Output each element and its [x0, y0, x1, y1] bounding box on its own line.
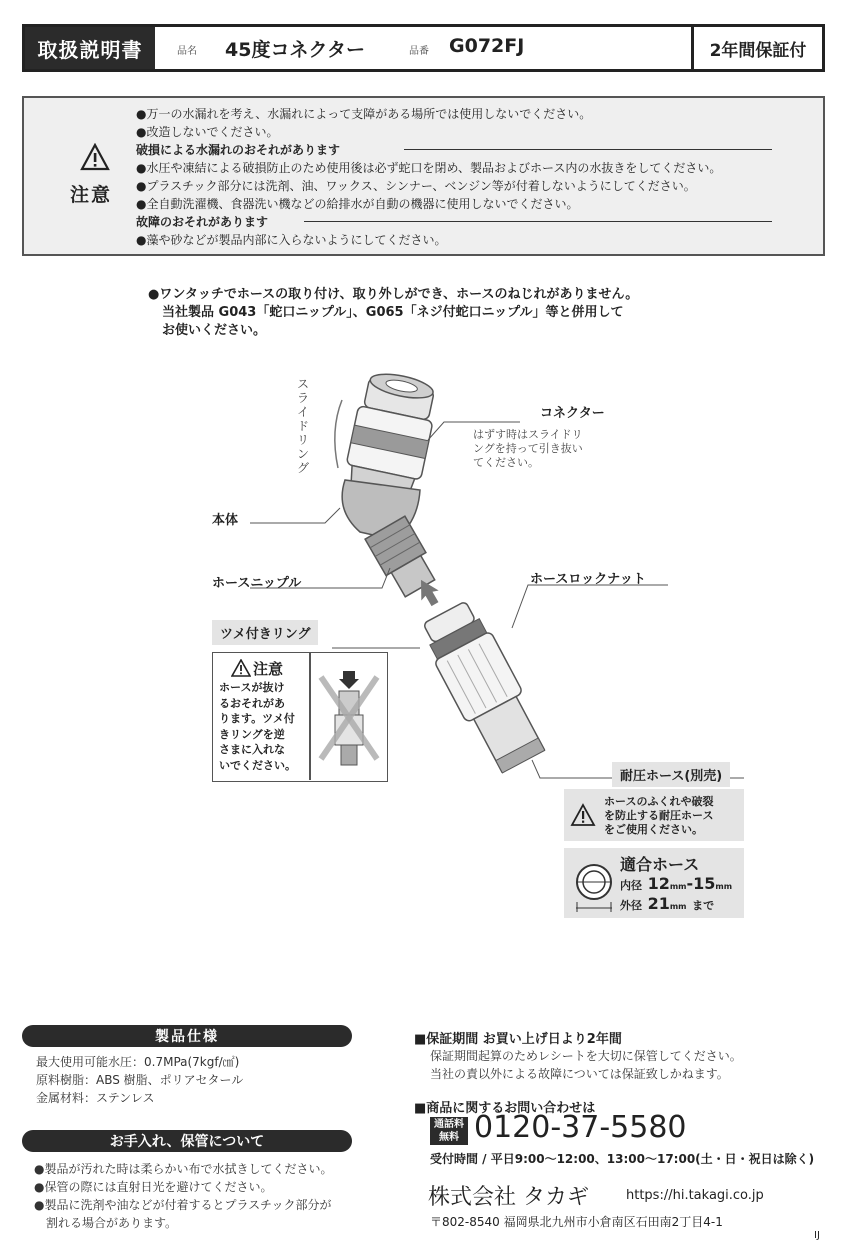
spec-line: 金属材料：ステンレス	[36, 1091, 155, 1105]
intro-line: ●ワンタッチでホースの取り付け、取り外しができ、ホースのねじれがありません。	[148, 287, 639, 302]
caution-title: 注意	[70, 184, 113, 206]
compatible-hose-title: 適合ホース	[620, 855, 700, 874]
company-url[interactable]: https://hi.takagi.co.jp	[626, 1188, 764, 1203]
manual-badge: 取扱説明書	[25, 27, 155, 69]
hose-nipple-label: ホースニップル	[212, 576, 302, 591]
intro-line: お使いください。	[162, 323, 267, 338]
warranty-line: 保証期間起算のためレシートを大切に保管してください。	[430, 1049, 742, 1063]
product-name-label: 品名	[177, 46, 197, 57]
pressure-hose-note: ホースのふくれや破裂 を防止する耐圧ホース をご使用ください。	[564, 789, 744, 841]
care-title: お手入れ、保管について	[22, 1130, 352, 1152]
product-code-label: 品番	[409, 46, 429, 57]
warranty-heading: ■保証期間 お買い上げ日より2年間	[414, 1032, 622, 1047]
care-line: ●製品が汚れた時は柔らかい布で水拭きしてください。	[34, 1162, 333, 1176]
caution-rule	[304, 221, 772, 222]
product-name: 45度コネクター	[225, 39, 366, 61]
pressure-hose-label: 耐圧ホース(別売)	[612, 762, 730, 787]
care-line: 割れる場合があります。	[46, 1216, 178, 1230]
corner-mark: IJ	[814, 1230, 820, 1241]
caution-line: ●水圧や凍結による破損防止のため使用後は必ず蛇口を閉め、製品およびホース内の水抜きをしてください。	[136, 161, 722, 175]
warranty-line: 当社の責以外による故障については保証致しかねます。	[430, 1067, 729, 1081]
compatible-hose-box	[564, 848, 744, 918]
claw-ring-caution	[212, 652, 388, 782]
wrong-direction-icon	[313, 663, 385, 773]
product-illustration	[0, 360, 848, 830]
caution-rule	[404, 149, 772, 150]
care-line: ●製品に洗剤や油などが付着するとプラスチック部分が	[34, 1198, 332, 1212]
company-name: 株式会社 タカギ	[428, 1185, 589, 1210]
spec-line: 最大使用可能水圧：0.7MPa(7kgf/㎠)	[36, 1055, 240, 1069]
claw-caution-title: 注意	[253, 660, 284, 678]
warranty-badge: 2年間保証付	[691, 27, 822, 69]
contact-heading: ■商品に関するお問い合わせは	[414, 1101, 596, 1116]
caution-box	[22, 96, 825, 256]
claw-caution-text: ホースが抜け るおそれがあ ります。ツメ付 きリングを逆 さまに入れな いでください。	[219, 681, 296, 772]
header-bar	[22, 24, 825, 72]
phone-number: 0120-37-5580	[474, 1110, 687, 1145]
caution-subhead: 破損による水漏れのおそれがあります	[136, 143, 341, 157]
outer-diameter: 外径 21mm まで	[620, 894, 715, 913]
body-label: 本体	[212, 513, 239, 528]
inner-diameter: 内径 12mm-15mm	[620, 874, 733, 893]
toll-free-badge: 通話料 無料	[430, 1117, 468, 1145]
connector-label: コネクター	[540, 406, 605, 421]
specs-title: 製品仕様	[22, 1025, 352, 1047]
claw-ring-label: ツメ付きリング	[212, 620, 318, 645]
hose-lock-nut-label: ホースロックナット	[530, 572, 646, 587]
intro-line: 当社製品 G043「蛇口ニップル」、G065「ネジ付蛇口ニップル」等と併用して	[162, 305, 624, 320]
warning-icon	[570, 803, 596, 827]
care-line: ●保管の際には直射日光を避けてください。	[34, 1180, 273, 1194]
caution-line: ●万一の水漏れを考え、水漏れによって支障がある場所では使用しないでください。	[136, 107, 592, 121]
hose-cross-section-icon	[574, 862, 614, 914]
connector-note: はずす時はスライドリ ングを持って引き抜い てください。	[473, 428, 583, 469]
warning-icon	[231, 659, 251, 677]
warning-icon	[80, 143, 110, 171]
caution-line: ●プラスチック部分には洗剤、油、ワックス、シンナー、ベンジン等が付着しないようにしてください。	[136, 179, 696, 193]
company-address: 〒802-8540 福岡県北九州市小倉南区石田南2丁目4-1	[430, 1215, 723, 1229]
caution-subhead: 故障のおそれがあります	[136, 215, 269, 229]
business-hours: 受付時間 / 平日9:00～12:00、13:00～17:00(土・日・祝日は除く)	[430, 1152, 815, 1166]
caution-line: ●全自動洗濯機、食器洗い機などの給排水が自動の機器に使用しないでください。	[136, 197, 579, 211]
product-code: G072FJ	[449, 35, 525, 57]
caution-line: ●改造しないでください。	[136, 125, 279, 139]
spec-line: 原料樹脂：ABS 樹脂、ポリアセタール	[36, 1073, 244, 1087]
slide-ring-label: スライドリング	[297, 377, 310, 475]
hose-lock-nut-part	[416, 597, 552, 776]
caution-line: ●藻や砂などが製品内部に入らないようにしてください。	[136, 233, 447, 247]
